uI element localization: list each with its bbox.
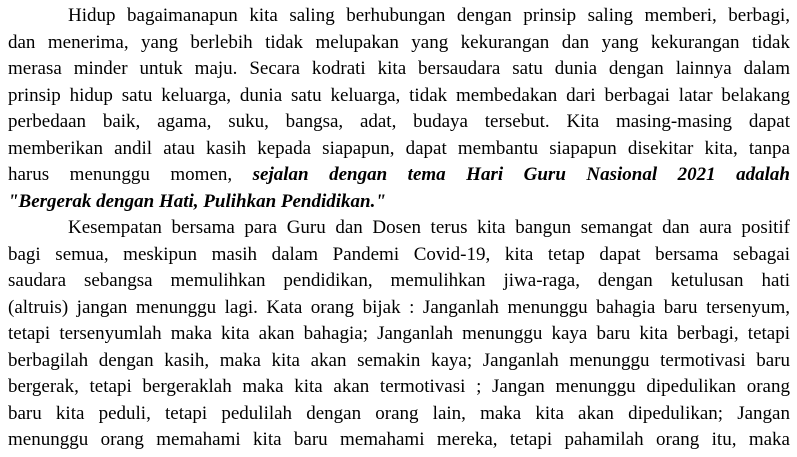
text-line: baru kita peduli, tetapi pedulilah dengan orang lain, maka kita akan dipedulikan; Jangan [8, 402, 790, 424]
paragraph-2 [8, 215, 790, 454]
text-line: Kesempatan bersama para Guru dan Dosen terus kita bangun semangat dan aura positif [68, 217, 790, 238]
text-line: merasa minder untuk maju. Secara kodrati kita bersaudara satu dunia dengan lainnya dalam [8, 58, 790, 79]
document-page [8, 3, 790, 454]
text-line-mixed [8, 162, 790, 189]
paragraph-1 [8, 3, 790, 215]
text-line: perbedaan baik, agama, suku, bangsa, adat, budaya tersebut. Kita masing-masing dapat [8, 111, 790, 132]
text-line: berbagilah dengan kasih, maka kita akan semakin kaya; Janganlah menunggu termotivasi baru [8, 349, 790, 371]
text-line: dan menerima, yang berlebih tidak melupakan yang kekurangan dan yang kekurangan tidak [8, 31, 790, 53]
text-line: tetapi tersenyumlah maka kita akan bahagia; Janganlah menunggu kaya baru kita berbagi, tetapi [8, 323, 790, 344]
theme-quote: "Bergerak dengan Hati, Pulihkan Pendidikan." [8, 190, 386, 212]
text-line: saudara sebangsa memulihkan pendidikan, memulihkan jiwa-raga, dengan ketulusan hati [8, 270, 790, 291]
text-line: Hidup bagaimanapun kita saling berhubungan dengan prinsip saling memberi, berbagi, [68, 5, 790, 26]
text-line: bagi semua, meskipun masih dalam Pandemi Covid-19, kita tetap dapat bersama sebagai [8, 243, 790, 265]
text-line: memberikan andil atau kasih kepada siapapun, dapat membantu siapapun disekitar kita, tanpa [8, 137, 790, 159]
text-line: bergerak, tetapi bergeraklah maka kita akan termotivasi ; Jangan menunggu dipedulikan orang [8, 376, 790, 397]
emphasized-text: sejalan dengan tema Hari Guru Nasional 2021 adalah [252, 164, 790, 185]
text-line: (altruis) jangan menunggu lagi. Kata orang bijak : Janganlah menunggu bahagia baru tersenyum, [8, 296, 790, 318]
text-line: menunggu orang memahami kita baru memahami mereka, tetapi pahamilah orang itu, maka [8, 429, 790, 450]
plain-text: harus menunggu momen, [8, 164, 253, 185]
text-line: prinsip hidup satu keluarga, dunia satu keluarga, tidak membedakan dari berbagai latar belakang [8, 84, 790, 106]
